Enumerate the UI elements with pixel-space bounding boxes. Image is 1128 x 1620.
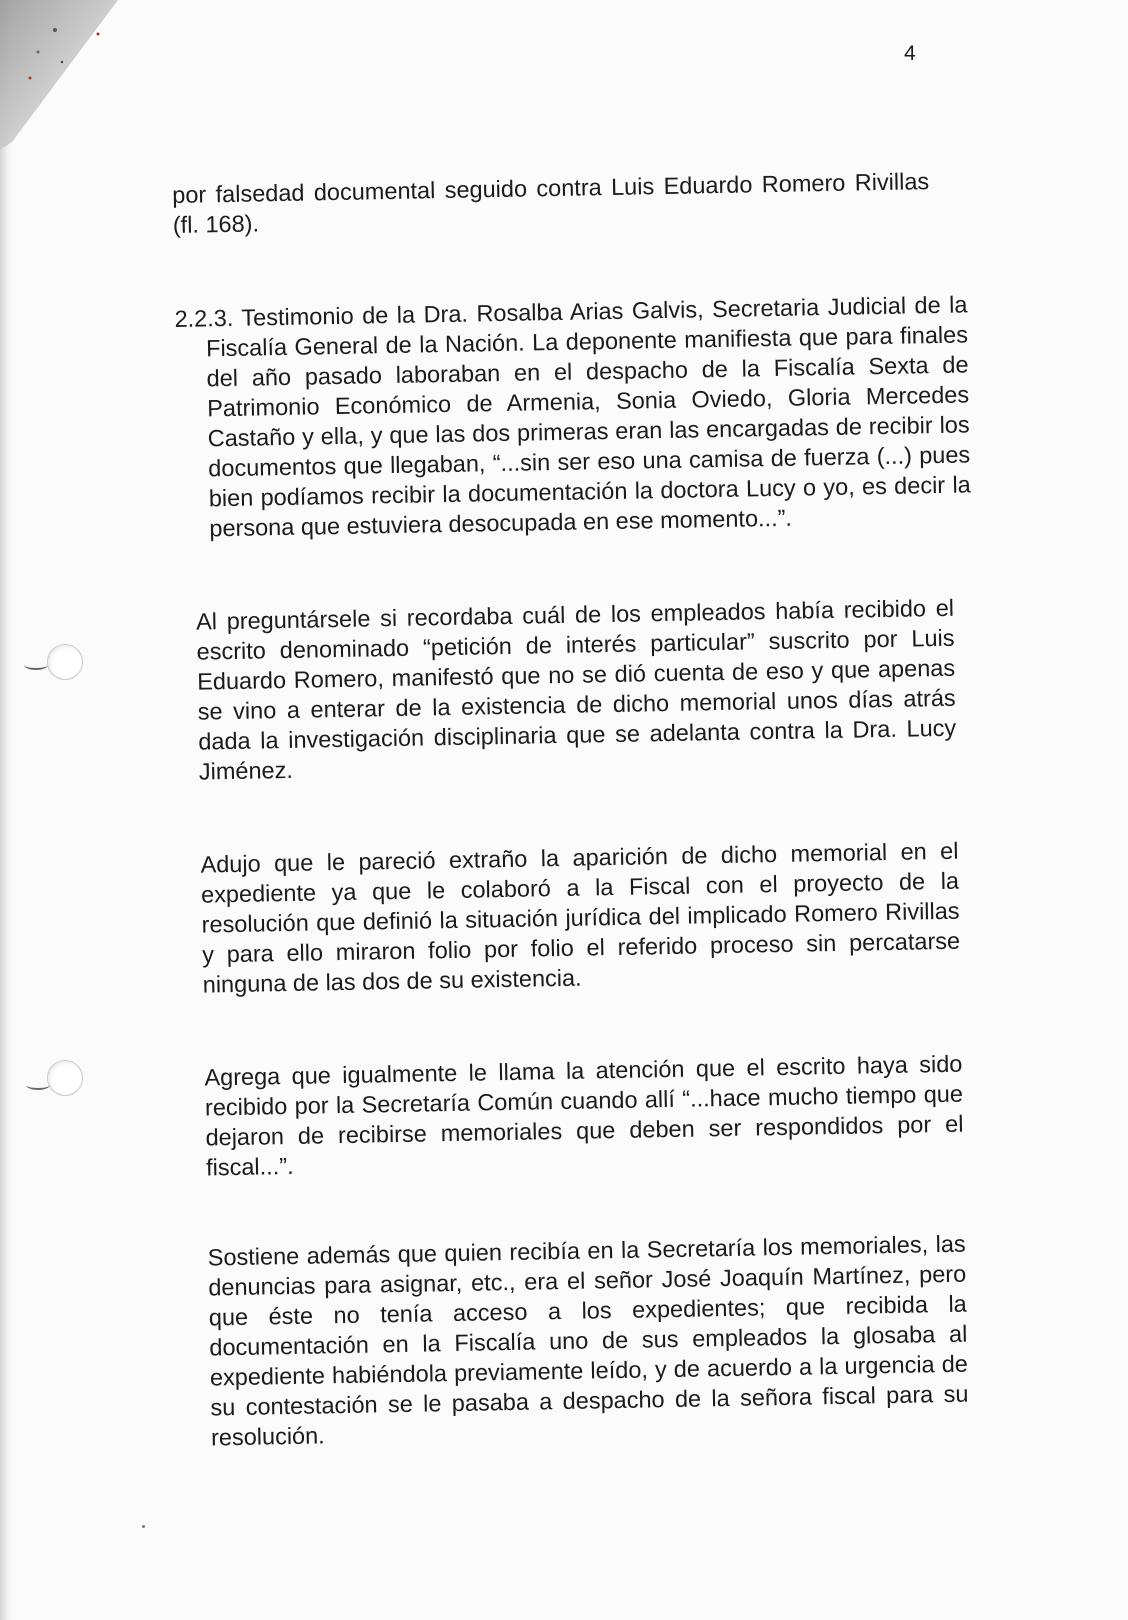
- punch-mark-upper: [24, 660, 48, 670]
- page-number: 4: [904, 42, 916, 65]
- punch-mark-lower: [26, 1080, 50, 1090]
- paragraph-agrega: Agrega que igualmente le llama la atención que el escrito haya sido recibido por la Secretaría Común cuando allí “...hace mucho tiempo que dejaron de recibirse memoriales que deben ser respondidos por el fiscal...”.: [204, 1050, 964, 1181]
- paragraph-question: Al preguntársele si recordaba cuál de los empleados había recibido el escrito denominado “petición de interés particular” suscrito por Luis Eduardo Romero, manifestó que no se dió cuenta de eso y que apenas se vino a enterar de la existencia de dicho memorial unos días atrás dada la investigación disciplinaria que se adelanta contra la Dra. Lucy Jiménez.: [195, 594, 957, 785]
- punch-hole-lower: [47, 1060, 83, 1096]
- paragraph-adujo: Adujo que le pareció extraño la aparición de dicho memorial en el expediente ya que le colaboró a la Fiscal con el proyecto de la resolución que definió la situación jurídica del implicado Romero Rivillas y para ello miraron folio por folio el referido proceso sin percatarse ninguna de las dos de su existencia.: [200, 837, 961, 998]
- paragraph-intro: por falsedad documental seguido contra Luis Eduardo Romero Rivillas (fl. 168).: [172, 168, 930, 238]
- paragraph-sostiene: Sostiene además que quien recibía en la Secretaría los memoriales, las denuncias para asignar, etc., era el señor José Joaquín Martínez, pero que éste no tenía acceso a los expedientes; que recibida la documentación en la Fiscalía uno de sus empleados la glosaba al expediente habiéndola previamente leído, y de acuerdo a la urgencia de su contestación se le pasaba a despacho de la señora fiscal para su resolución.: [207, 1230, 969, 1451]
- body-text: [172, 166, 971, 1453]
- scan-speck: [142, 1525, 145, 1528]
- scan-edge-shadow: [0, 0, 12, 1620]
- paragraph-testimony-2-2-3: 2.2.3. Testimonio de la Dra. Rosalba Arias Galvis, Secretaria Judicial de la Fiscalía General de la Nación. La deponente manifiesta que para finales del año pasado laboraban en el despacho de la Fiscalía Sexta de Patrimonio Económico de Armenia, Sonia Oviedo, Gloria Mercedes Castaño y ella, y que las dos primeras eran las encargadas de recibir los documentos que llegaban, “...sin ser eso una camisa de fuerza (...) pues bien podíamos recibir la documentación la doctora Lucy o yo, es decir la persona que estuviera desocupada en ese momento...”.: [174, 291, 971, 542]
- punch-hole-upper: [47, 644, 83, 680]
- folded-corner-shadow: [0, 0, 130, 150]
